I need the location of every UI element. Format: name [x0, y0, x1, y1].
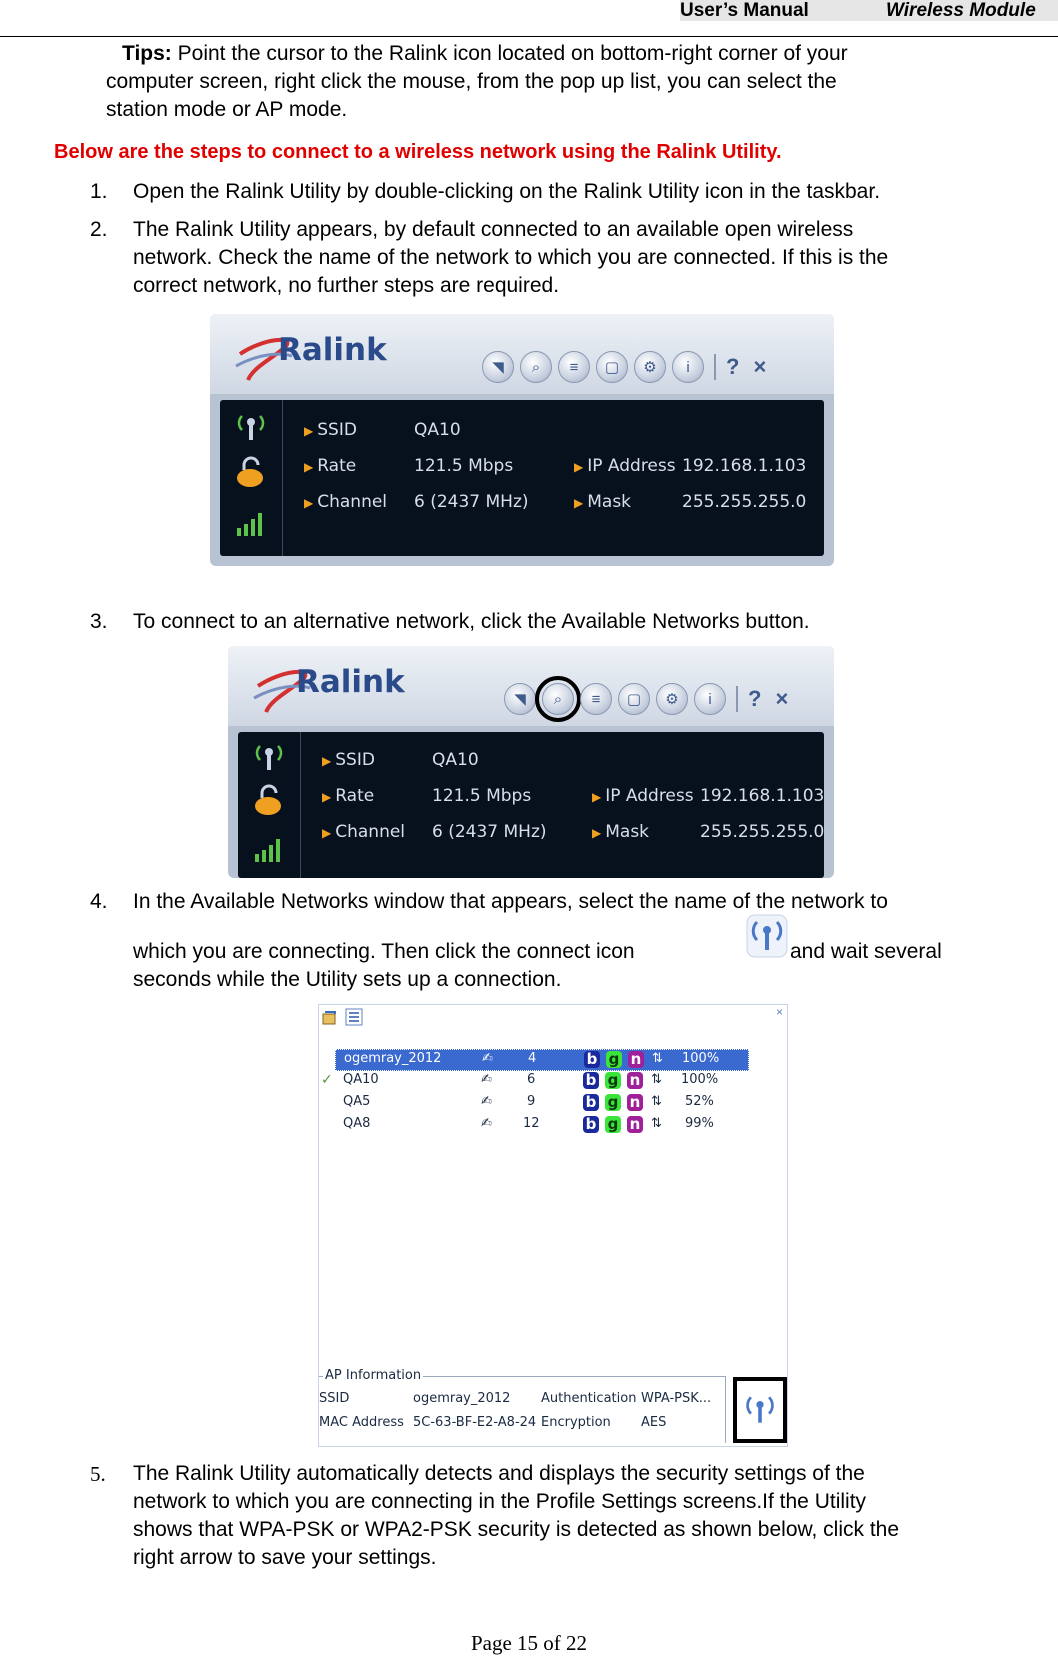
- step-2-number: 2.: [90, 218, 108, 241]
- steps-heading: Below are the steps to connect to a wireless network using the Ralink Utility.: [54, 141, 782, 163]
- settings-button[interactable]: ⚙: [656, 683, 688, 715]
- close-button[interactable]: ×: [775, 686, 789, 711]
- network-row[interactable]: [335, 1049, 749, 1071]
- mode-g-badge: g: [605, 1116, 621, 1133]
- toolbar-separator: [736, 686, 738, 712]
- network-channel: 9: [527, 1094, 536, 1109]
- step-5-number: 5.: [90, 1462, 106, 1486]
- mode-n-badge: n: [627, 1094, 643, 1111]
- step-5-line-4: right arrow to save your settings.: [133, 1546, 437, 1569]
- ralink-status-panel: [220, 400, 824, 556]
- header-left-text: User’s Manual: [680, 0, 809, 21]
- ralink-utility-screenshot-1: [210, 314, 834, 566]
- channel-value: 6 (2437 MHz): [432, 822, 547, 842]
- signal-strength-icon: [252, 830, 286, 864]
- network-signal: 99%: [685, 1116, 714, 1131]
- network-ssid: ogemray_2012: [344, 1051, 442, 1066]
- connected-check-icon: ✓: [321, 1072, 333, 1088]
- step-1-text: Open the Ralink Utility by double-clicking on the Ralink Utility icon in the taskbar.: [133, 180, 881, 203]
- rate-value: 121.5 Mbps: [414, 456, 514, 476]
- padlock-icon: [234, 456, 268, 490]
- network-signal: 100%: [682, 1051, 720, 1066]
- security-icon: ✍: [481, 1116, 492, 1131]
- step-5-line-3: shows that WPA-PSK or WPA2-PSK security is detected as shown below, click the: [133, 1518, 900, 1541]
- ralink-status-icons: [238, 732, 301, 878]
- step-2-line-2: network. Check the name of the network to which you are connected. If this is the: [133, 246, 889, 269]
- mode-n-badge: n: [627, 1072, 643, 1089]
- antenna-icon: [234, 410, 268, 444]
- step-4-line-3: seconds while the Utility sets up a connection.: [133, 968, 562, 991]
- bidirectional-icon: ⇅: [651, 1072, 662, 1087]
- about-button[interactable]: i: [672, 351, 704, 383]
- security-icon: ✍: [482, 1051, 493, 1066]
- mode-b-badge: b: [583, 1116, 599, 1133]
- bidirectional-icon: ⇅: [652, 1051, 663, 1066]
- bidirectional-icon: ⇅: [651, 1094, 662, 1109]
- ap-mac-value: 5C-63-BF-E2-A8-24: [413, 1415, 537, 1430]
- about-button[interactable]: i: [694, 683, 726, 715]
- signal-strength-icon: [234, 504, 268, 538]
- header-rule: [0, 36, 1058, 37]
- rate-value: 121.5 Mbps: [432, 786, 532, 806]
- mode-g-badge: g: [606, 1051, 622, 1068]
- mode-g-badge: g: [605, 1072, 621, 1089]
- ap-encryption-label: Encryption: [541, 1415, 611, 1430]
- tips-line-3: station mode or AP mode.: [106, 98, 348, 121]
- ip-address-value: 192.168.1.103: [682, 456, 807, 476]
- security-icon: ✍: [481, 1094, 492, 1109]
- help-button[interactable]: ?: [726, 354, 740, 379]
- ap-ssid-value: ogemray_2012: [413, 1391, 511, 1406]
- step-4-line-2-tail: and wait several: [790, 940, 942, 963]
- header-right-text: Wireless Module: [886, 0, 1036, 21]
- mode-n-badge: n: [628, 1051, 644, 1068]
- step-5-line-2: network to which you are connecting in the Profile Settings screens.If the Utility: [133, 1490, 867, 1513]
- connect-icon: [746, 914, 788, 958]
- available-networks-window: [318, 1004, 788, 1447]
- ap-information-legend: AP Information: [325, 1368, 422, 1383]
- ssid-label: ▶ SSID: [322, 750, 375, 770]
- step-1-number: 1.: [90, 180, 108, 203]
- rate-label: ▶ Rate: [322, 786, 375, 806]
- ralink-toolbar: [504, 682, 788, 716]
- channel-label: ▶ Channel: [304, 492, 388, 512]
- networks-toolbar: [319, 1005, 787, 1031]
- step-2-line-1: The Ralink Utility appears, by default connected to an available open wireless: [133, 218, 854, 241]
- network-row[interactable]: [335, 1115, 747, 1135]
- rescan-icon[interactable]: [321, 1008, 339, 1026]
- step-4-number: 4.: [90, 890, 108, 913]
- ip-address-label: ▶ IP Address: [592, 786, 694, 806]
- link-status-button[interactable]: ≡: [580, 683, 612, 715]
- tips-text-1: Point the cursor to the Ralink icon located on bottom-right corner of your: [171, 42, 848, 65]
- settings-button[interactable]: ⚙: [634, 351, 666, 383]
- profile-button[interactable]: ◥: [482, 351, 514, 383]
- mode-b-badge: b: [584, 1051, 600, 1068]
- networks-close-button[interactable]: ×: [775, 1005, 783, 1019]
- help-button[interactable]: ?: [748, 686, 762, 711]
- mode-b-badge: b: [583, 1094, 599, 1111]
- toolbar-separator: [714, 354, 716, 380]
- network-channel: 12: [523, 1116, 540, 1131]
- mask-label: ▶ Mask: [592, 822, 650, 842]
- network-signal: 100%: [681, 1072, 719, 1087]
- mask-label: ▶ Mask: [574, 492, 632, 512]
- step-3-text: To connect to an alternative network, click the Available Networks button.: [133, 610, 810, 633]
- available-networks-button[interactable]: ⌕: [542, 683, 574, 715]
- page-number: Page 15 of 22: [470, 1631, 588, 1655]
- ssid-value: QA10: [432, 750, 479, 770]
- network-ssid: QA5: [343, 1094, 371, 1109]
- step-4-line-1: In the Available Networks window that appears, select the name of the network to: [133, 890, 888, 913]
- connect-icon: [741, 1390, 779, 1430]
- mask-value: 255.255.255.0: [682, 492, 807, 512]
- ap-auth-value: WPA-PSK...: [641, 1391, 712, 1406]
- tips-label: Tips:: [122, 42, 172, 65]
- ap-ssid-label: SSID: [319, 1391, 350, 1406]
- bidirectional-icon: ⇅: [651, 1116, 662, 1131]
- channel-value: 6 (2437 MHz): [414, 492, 529, 512]
- ssid-label: ▶ SSID: [304, 420, 357, 440]
- network-row[interactable]: [321, 1071, 747, 1091]
- network-signal: 52%: [685, 1094, 714, 1109]
- mask-value: 255.255.255.0: [700, 822, 825, 842]
- mode-g-badge: g: [605, 1094, 621, 1111]
- ap-auth-label: Authentication: [541, 1391, 637, 1406]
- ap-information-group: [319, 1368, 726, 1443]
- tips-line-2: computer screen, right click the mouse, from the pop up list, you can select the: [106, 70, 837, 93]
- ap-encryption-value: AES: [641, 1415, 667, 1430]
- step-5-line-1: The Ralink Utility automatically detects and displays the security settings of the: [133, 1462, 865, 1485]
- statistics-button[interactable]: ▢: [596, 351, 628, 383]
- step-2-line-3: correct network, no further steps are required.: [133, 274, 560, 297]
- network-row[interactable]: [335, 1093, 747, 1113]
- security-icon: ✍: [481, 1072, 492, 1087]
- profile-button[interactable]: ◥: [504, 683, 536, 715]
- ralink-utility-screenshot-2: [228, 646, 834, 878]
- available-networks-button[interactable]: ⌕: [520, 351, 552, 383]
- ralink-toolbar: [482, 350, 766, 384]
- ap-mac-label: MAC Address: [319, 1415, 404, 1430]
- statistics-button[interactable]: ▢: [618, 683, 650, 715]
- network-ssid: QA8: [343, 1116, 371, 1131]
- ralink-brand: Ralink: [278, 332, 387, 368]
- ralink-status-icons: [220, 400, 283, 556]
- ip-address-value: 192.168.1.103: [700, 786, 825, 806]
- mode-b-badge: b: [583, 1072, 599, 1089]
- ip-address-label: ▶ IP Address: [574, 456, 676, 476]
- link-status-button[interactable]: ≡: [558, 351, 590, 383]
- padlock-icon: [252, 784, 286, 818]
- tips-line-1: [122, 40, 848, 68]
- list-view-icon[interactable]: [345, 1008, 363, 1026]
- ssid-value: QA10: [414, 420, 461, 440]
- close-button[interactable]: ×: [753, 354, 767, 379]
- rate-label: ▶ Rate: [304, 456, 357, 476]
- channel-label: ▶ Channel: [322, 822, 406, 842]
- connect-button[interactable]: [733, 1377, 787, 1443]
- step-3-number: 3.: [90, 610, 108, 633]
- ralink-status-panel: [238, 732, 824, 878]
- ralink-brand: Ralink: [296, 664, 405, 700]
- step-4-line-2: which you are connecting. Then click the connect icon: [133, 940, 635, 963]
- mode-n-badge: n: [627, 1116, 643, 1133]
- network-channel: 6: [527, 1072, 536, 1087]
- page-header: [0, 0, 1058, 36]
- network-channel: 4: [528, 1051, 537, 1066]
- network-ssid: QA10: [343, 1072, 379, 1087]
- antenna-icon: [252, 740, 286, 774]
